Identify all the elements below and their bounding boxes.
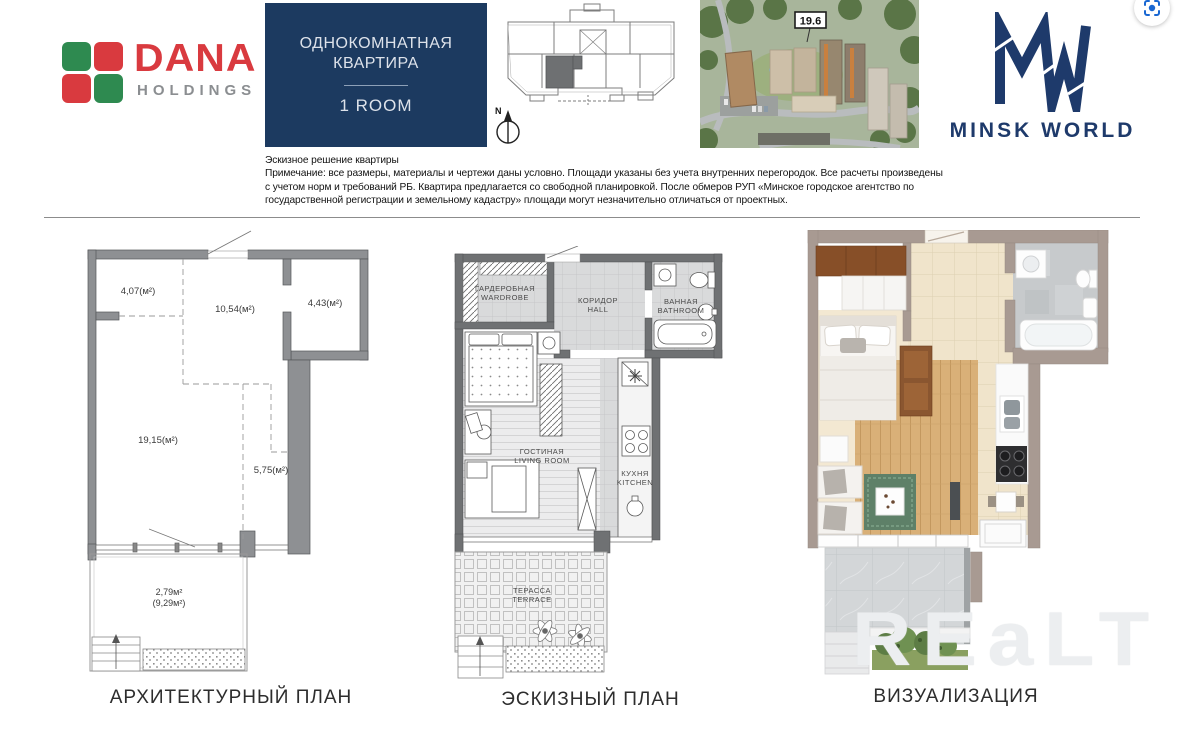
- dana-squares-icon: [62, 42, 124, 104]
- kitchen: [996, 364, 1028, 484]
- windows: [463, 537, 652, 542]
- kitchen-sink-icon: [1000, 396, 1024, 432]
- area-terrace-total: (9,29м²): [152, 598, 186, 608]
- building-outline: [508, 4, 674, 105]
- label-kitchen-en: KITCHEN: [616, 478, 654, 487]
- area-kitchen-niche: 5,75(м²): [253, 465, 289, 476]
- label-kitchen-ru: КУХНЯ: [621, 469, 649, 478]
- disclaimer-title: Эскизное решение квартиры: [265, 155, 399, 166]
- daybed-icon: [465, 460, 539, 518]
- label-living-ru: ГОСТИНАЯ: [519, 447, 565, 456]
- caption-visualization: ВИЗУАЛИЗАЦИЯ: [873, 686, 1039, 707]
- minsk-world-logo: [935, 12, 1150, 142]
- toilet-icon: [1076, 270, 1097, 288]
- terrace: [825, 548, 970, 674]
- shelf-unit: [842, 276, 906, 310]
- entry-door: [545, 246, 580, 262]
- desk-icon: [465, 410, 491, 454]
- stove-icon: [622, 426, 650, 456]
- label-hall-en: HALL: [587, 305, 609, 314]
- minsk-world-wordmark: MINSK WORLD: [949, 119, 1136, 142]
- label-hall-ru: КОРИДОР: [578, 296, 618, 305]
- tv-icon: [950, 482, 960, 520]
- kitchen-counter: [618, 358, 652, 538]
- floor-position-schematic: [492, 2, 688, 148]
- zoning-dashed-lines: [119, 259, 288, 539]
- mw-monogram-icon: [988, 12, 1098, 112]
- caption-architectural-plan: АРХИТЕКТУРНЫЙ ПЛАН: [109, 687, 353, 708]
- apartment-type-line1: ОДНОКОМНАТНАЯ: [299, 35, 453, 52]
- label-terrace-en: TERRACE: [512, 595, 552, 604]
- terrace-steps: [825, 632, 869, 674]
- area-bathroom: 4,43(м²): [307, 298, 343, 309]
- sink-icon: [1083, 298, 1097, 318]
- vent-star-icon: [628, 369, 642, 383]
- architectural-plan: [75, 228, 387, 676]
- entry-door: [925, 230, 968, 243]
- visualization-render: [800, 230, 1112, 702]
- dana-holdings-label: HOLDINGS: [137, 82, 257, 99]
- terrace-stairs: [458, 636, 503, 678]
- bathtub-icon: [1020, 320, 1097, 350]
- label-bath-en: BATHROOM: [657, 306, 705, 315]
- label-wardrobe-en: WARDROBE: [481, 293, 529, 302]
- dana-holdings-logo: [62, 36, 262, 114]
- bathtub-icon: [654, 320, 716, 348]
- highlighted-unit: [546, 56, 582, 88]
- rug: [864, 474, 916, 530]
- svg-text:19.6: 19.6: [799, 15, 822, 28]
- entry-door: [208, 231, 251, 258]
- area-hall-small: 4,07(м²): [120, 286, 156, 297]
- room-count-label: 1 ROOM: [339, 96, 413, 115]
- lens-icon: [1143, 0, 1161, 17]
- terrace-mat: [143, 649, 245, 670]
- terrace-stairs: [92, 634, 140, 671]
- nightstand-icon: [538, 332, 560, 354]
- compass-n-label: N: [495, 106, 502, 116]
- closet-icon: [540, 364, 562, 436]
- area-living: 19,15(м²): [138, 435, 178, 446]
- toilet-icon: [690, 272, 715, 288]
- coffee-table: [876, 488, 904, 515]
- bed-icon: [465, 332, 537, 406]
- section-divider: [44, 217, 1140, 218]
- label-terrace-ru: ТЕРАССА: [512, 586, 552, 595]
- planter: [870, 627, 970, 670]
- tv-cabinet: [900, 346, 932, 416]
- apartment-type-line2: КВАРТИРА: [333, 55, 419, 72]
- label-bath-ru: ВАННАЯ: [663, 297, 699, 306]
- area-hall: 10,54(м²): [215, 304, 255, 315]
- realt-watermark: REaLT: [852, 597, 1160, 682]
- label-living-en: LIVING ROOM: [514, 456, 570, 465]
- bed: [820, 316, 896, 420]
- side-table: [820, 436, 848, 462]
- north-compass-icon: [495, 106, 519, 143]
- area-terrace: 2,79м²: [155, 587, 183, 597]
- apartment-type-card: [265, 3, 487, 147]
- label-wardrobe-ru: ГАРДЕРОБНАЯ: [474, 284, 536, 293]
- wardrobe: [816, 246, 906, 310]
- card-divider: [344, 85, 408, 86]
- caption-sketch-plan: ЭСКИЗНЫЙ ПЛАН: [501, 689, 680, 710]
- dana-wordmark: DANA: [134, 36, 257, 80]
- disclaimer-text: Эскизное решение квартиры Примечание: все размеры, материалы и чертежи даны условно. Площади указаны без учета внутренних перегородок. Все расчеты произведены с учетом норм и требований РБ. Квартира предлагается со свободной планировкой. После обмеров РУП «Минское городское агентство по государственной регистрации и земельному кадастру» площади могут незначительно отличаться от проектных.: [265, 155, 943, 207]
- complex-aerial-render: [700, 0, 919, 148]
- sketch-plan: [450, 246, 731, 696]
- balcony-door-icon: [578, 468, 596, 530]
- cooktop-icon: [996, 446, 1027, 482]
- windows: [96, 529, 288, 552]
- terrace-mat: [506, 646, 604, 672]
